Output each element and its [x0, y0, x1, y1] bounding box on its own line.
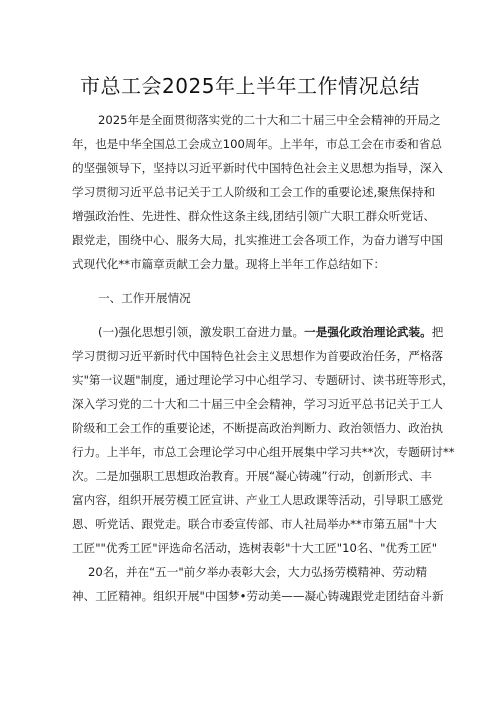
- intro-line: 年，也是中华全国总工会成立100周年。上半年，市总工会在市委和省总: [72, 137, 442, 151]
- subsection-first-item: 一是强化政治理论武装。: [304, 325, 432, 339]
- intro-line: 2025年是全面贯彻落实党的二十大和二十届三中全会精神的开局之: [98, 113, 441, 127]
- intro-line: 学习贯彻习近平总书记关于工人阶级和工会工作的重要论述,聚焦保持和: [72, 185, 436, 199]
- body-line: 恩、听党话、跟党走。联合市委宣传部、市人社局举办**市第五届"十大: [72, 517, 437, 531]
- body-line: 富内容，组织开展劳模工匠宣讲、产业工人思政课等活动，引导职工感党: [72, 493, 444, 507]
- body-line: 深入学习党的二十大和二十届三中全会精神，学习习近平总书记关于工人: [72, 397, 444, 411]
- intro-line: 式现代化**市篇章贡献工会力量。现将上半年工作总结如下：: [72, 257, 386, 271]
- body-line: 阶级和工会工作的重要论述，不断提高政治判断力、政治领悟力、政治执: [72, 421, 444, 435]
- intro-line: 跟党走，围绕中心、服务大局，扎实推进工会各项工作，为奋力谱写中国: [72, 233, 444, 247]
- body-line: 次。二是加强职工思想政治教育。开展“凝心铸魂”行动，创新形式、丰: [72, 469, 432, 483]
- intro-line: 增强政治性、先进性、群众性这条主线,团结引领广大职工群众听党话、: [72, 209, 436, 223]
- body-line: 学习贯彻习近平新时代中国特色社会主义思想作为首要政治任务，严格落: [72, 349, 444, 363]
- subsection-label: (一)强化思想引领，激发职工奋进力量。: [98, 325, 305, 339]
- body-line: 神、工匠精神。组织开展"中国梦•劳动美——凝心铸魂跟党走团结奋斗新: [72, 589, 444, 603]
- subsection-first-line-tail: 把: [431, 325, 444, 339]
- document-title: 市总工会2025年上半年工作情况总结: [80, 74, 420, 98]
- body-line: 实"第一议题"制度，通过理论学习中心组学习、专题研讨、读书班等形式，: [72, 373, 454, 387]
- subsection-line: [98, 320, 443, 344]
- body-line: 行力。上半年，市总工会理论学习中心组开展集中学习共**次，专题研讨**: [72, 445, 455, 459]
- body-line: 工匠""优秀工匠"评选命名活动，选树表彰"十大工匠"10名、"优秀工匠": [72, 541, 438, 555]
- intro-line: 的坚强领导下，坚持以习近平新时代中国特色社会主义思想为指导，深入: [72, 161, 444, 175]
- section-heading: 一、工作开展情况: [98, 291, 191, 305]
- body-line: 20名，并在“五一"前夕举办表彰大会，大力弘扬劳模精神、劳动精: [88, 565, 428, 579]
